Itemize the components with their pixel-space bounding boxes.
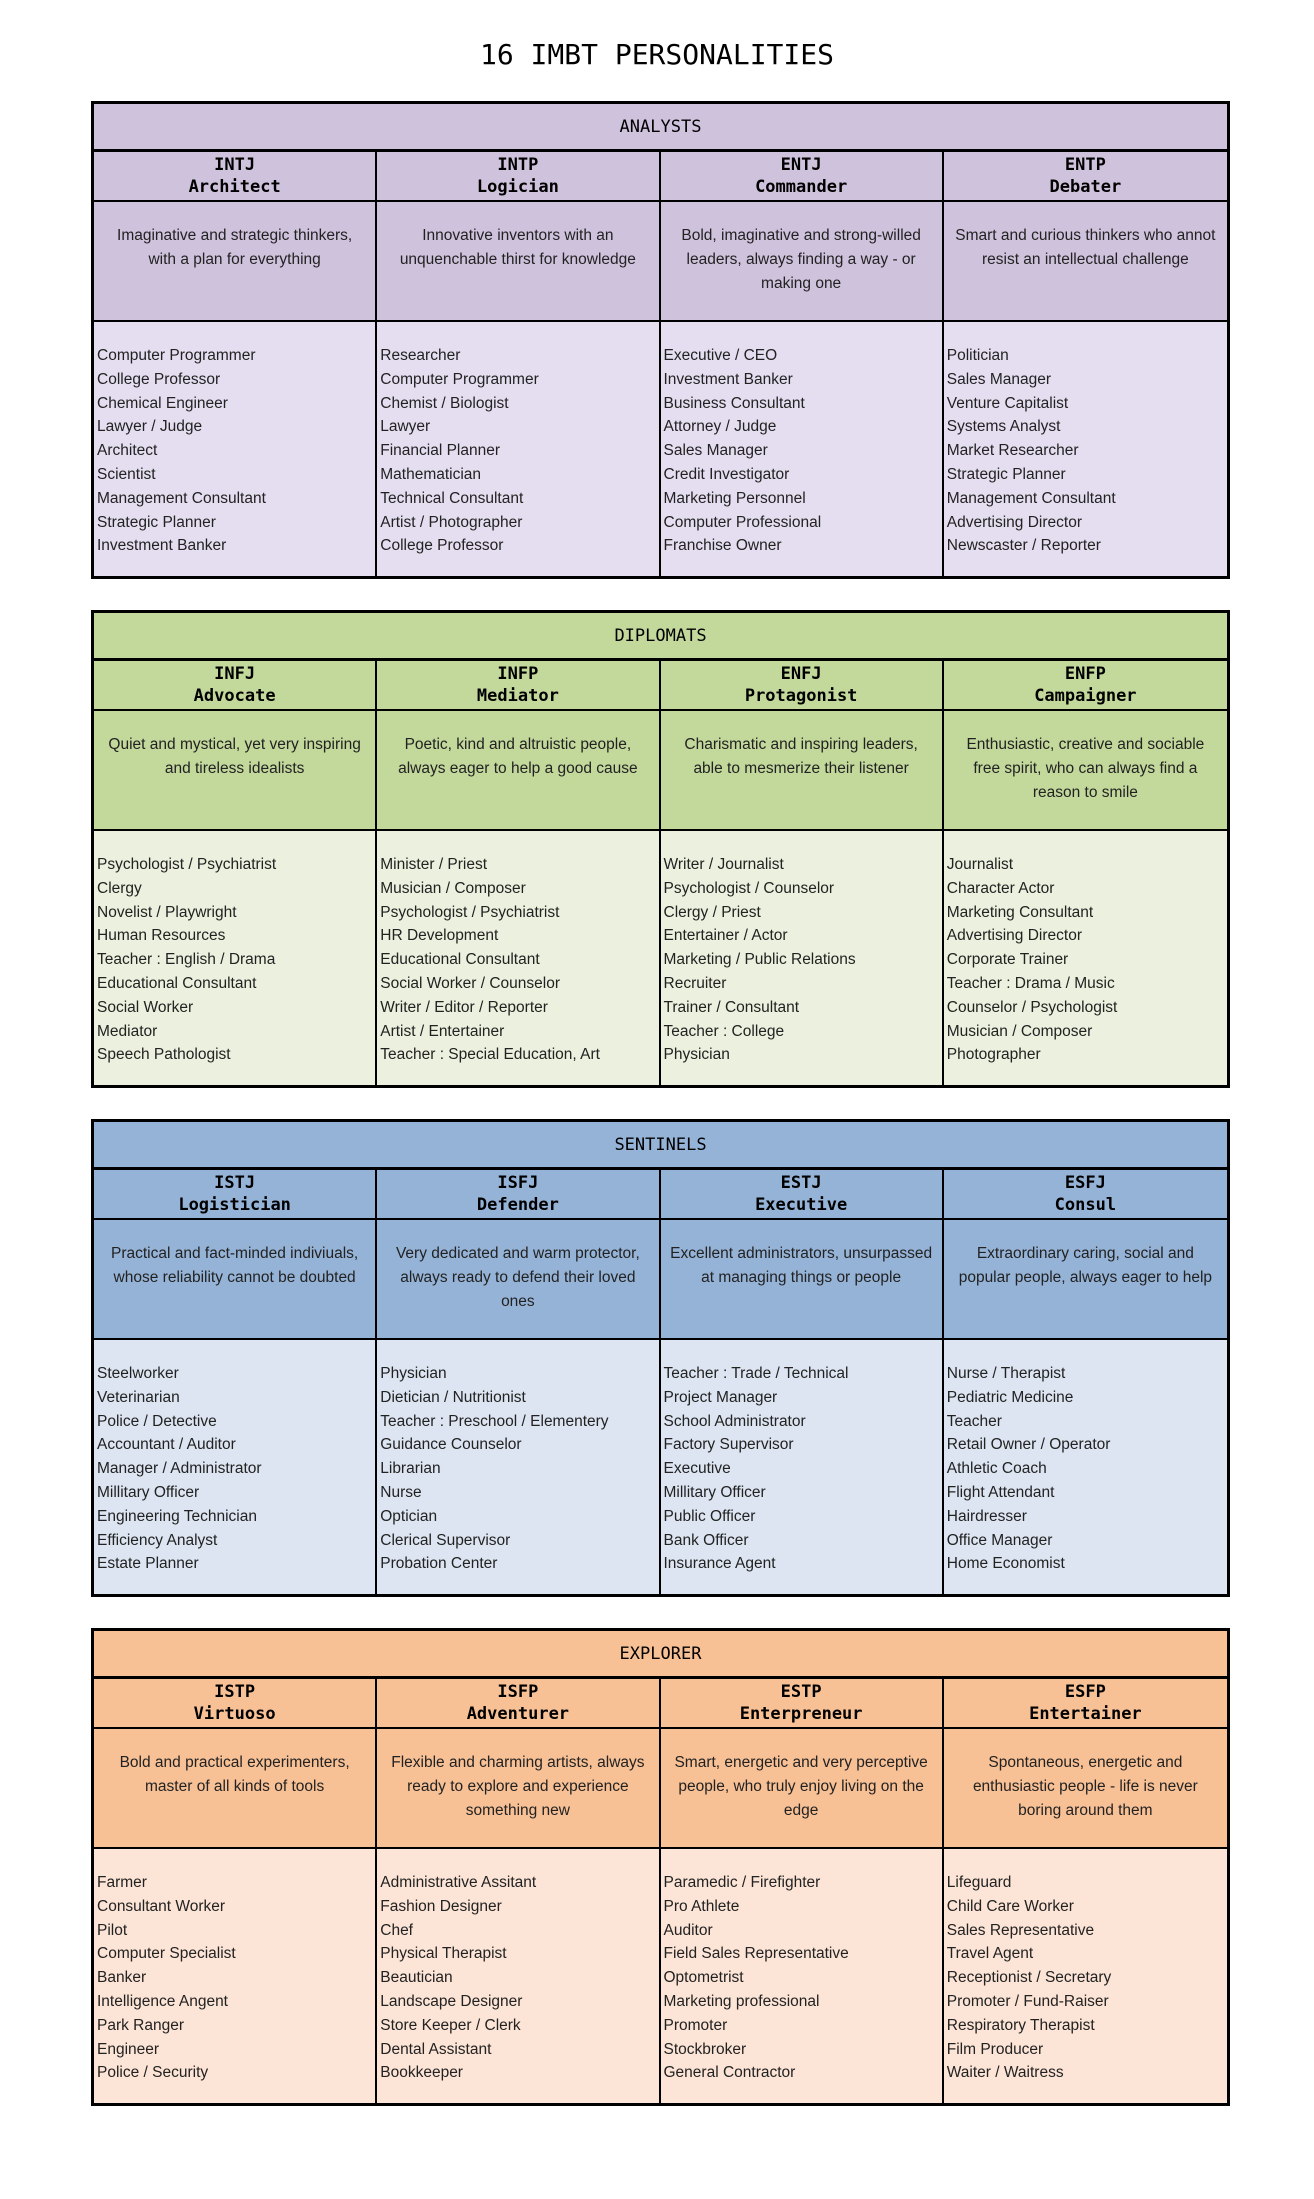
career-item: Veterinarian bbox=[97, 1388, 180, 1406]
career-item: Computer Programmer bbox=[97, 347, 256, 364]
type-header bbox=[661, 661, 942, 711]
career-item: Teacher : Drama / Music bbox=[946, 974, 1115, 992]
group-header: SENTINELS bbox=[94, 1122, 1227, 1170]
career-item: Investment Banker bbox=[663, 370, 793, 388]
page-title: 16 IMBT PERSONALITIES bbox=[479, 38, 834, 71]
career-list bbox=[377, 1340, 658, 1594]
career-item: Dietician / Nutritionist bbox=[380, 1388, 526, 1406]
type-header bbox=[94, 661, 375, 711]
career-item: College Professor bbox=[380, 537, 504, 555]
type-column-isfj bbox=[377, 1170, 660, 1594]
career-item: Mediator bbox=[97, 1022, 158, 1040]
career-item: Trainer / Consultant bbox=[663, 998, 800, 1016]
career-item: Attorney / Judge bbox=[663, 418, 777, 436]
type-header bbox=[94, 1679, 375, 1729]
career-item: Newscaster / Reporter bbox=[946, 537, 1101, 555]
career-item: Educational Consultant bbox=[380, 951, 540, 969]
career-item: Librarian bbox=[380, 1460, 441, 1478]
career-list bbox=[94, 831, 375, 1085]
career-item: Accountant / Auditor bbox=[97, 1436, 236, 1454]
career-item: Factory Supervisor bbox=[663, 1436, 794, 1454]
career-item: College Professor bbox=[97, 370, 221, 388]
career-item: Nurse bbox=[380, 1483, 422, 1501]
type-header bbox=[377, 661, 658, 711]
career-item: Human Resources bbox=[97, 927, 226, 945]
career-item: Auditor bbox=[663, 1921, 713, 1939]
type-code: INTJ bbox=[214, 155, 256, 175]
career-item: Banker bbox=[97, 1969, 147, 1987]
type-header bbox=[94, 152, 375, 202]
career-item: Marketing / Public Relations bbox=[663, 951, 856, 969]
career-item: Psychologist / Counselor bbox=[663, 879, 835, 897]
type-name: Mediator bbox=[476, 686, 559, 706]
career-item: Teacher : Special Education, Art bbox=[380, 1046, 600, 1064]
career-item: Office Manager bbox=[946, 1531, 1053, 1549]
career-item: Marketing Consultant bbox=[946, 903, 1094, 921]
career-item: Farmer bbox=[97, 1874, 147, 1891]
career-item: Efficiency Analyst bbox=[97, 1531, 218, 1549]
type-name: Debater bbox=[1049, 177, 1122, 197]
career-item: Engineer bbox=[97, 2040, 160, 2058]
career-list bbox=[944, 1849, 1227, 2103]
career-item: Paramedic / Firefighter bbox=[663, 1874, 821, 1891]
type-description: Smart, energetic and very perceptive people, who truly enjoy living on the edge bbox=[661, 1729, 942, 1849]
type-name: Entertainer bbox=[1029, 1704, 1142, 1724]
career-list bbox=[377, 322, 658, 576]
career-item: Technical Consultant bbox=[380, 489, 524, 507]
career-item: Teacher : Trade / Technical bbox=[663, 1365, 849, 1382]
career-list bbox=[661, 831, 942, 1085]
career-item: Market Researcher bbox=[946, 442, 1079, 460]
career-item: Intelligence Angent bbox=[97, 1992, 228, 2010]
group-analysts bbox=[91, 101, 1230, 579]
career-item: Lifeguard bbox=[946, 1874, 1012, 1891]
career-item: Computer Programmer bbox=[380, 370, 539, 388]
type-name: Consul bbox=[1054, 1195, 1117, 1215]
type-name: Architect bbox=[188, 177, 281, 197]
career-item: Dental Assistant bbox=[380, 2040, 492, 2058]
career-item: Clerical Supervisor bbox=[380, 1531, 511, 1549]
type-description: Charismatic and inspiring leaders, able to mesmerize their listener bbox=[661, 711, 942, 831]
career-item: Musician / Composer bbox=[380, 879, 526, 897]
career-item: Manager / Administrator bbox=[97, 1460, 262, 1478]
type-name: Enterpreneur bbox=[739, 1704, 863, 1724]
type-name: Commander bbox=[755, 177, 848, 197]
career-list bbox=[94, 322, 375, 576]
career-item: Strategic Planner bbox=[97, 513, 216, 531]
type-column-entj bbox=[661, 152, 944, 576]
career-item: Bank Officer bbox=[663, 1531, 749, 1549]
career-item: Store Keeper / Clerk bbox=[380, 2016, 521, 2034]
type-description: Practical and fact-minded indiviuals, whose reliability cannot be doubted bbox=[94, 1220, 375, 1340]
career-item: Physical Therapist bbox=[380, 1945, 507, 1963]
career-item: Management Consultant bbox=[946, 489, 1116, 507]
career-list bbox=[661, 322, 942, 576]
type-header bbox=[94, 1170, 375, 1220]
type-header bbox=[377, 152, 658, 202]
group-header: DIPLOMATS bbox=[94, 613, 1227, 661]
career-item: Lawyer bbox=[380, 418, 431, 436]
career-item: Consultant Worker bbox=[97, 1897, 226, 1915]
type-code: ESFJ bbox=[1064, 1173, 1106, 1193]
type-header bbox=[661, 152, 942, 202]
type-column-enfp bbox=[944, 661, 1227, 1085]
type-column-intp bbox=[377, 152, 660, 576]
group-sentinels bbox=[91, 1119, 1230, 1597]
type-header bbox=[944, 1679, 1227, 1729]
career-item: Clergy / Priest bbox=[663, 903, 761, 921]
type-code: ISFJ bbox=[497, 1173, 539, 1193]
type-header bbox=[377, 1170, 658, 1220]
type-column-istj bbox=[94, 1170, 377, 1594]
career-item: Counselor / Psychologist bbox=[946, 998, 1118, 1016]
career-item: Speech Pathologist bbox=[97, 1046, 231, 1064]
career-item: Park Ranger bbox=[97, 2016, 185, 2034]
career-list bbox=[661, 1340, 942, 1594]
career-item: Advertising Director bbox=[946, 927, 1082, 945]
type-name: Defender bbox=[476, 1195, 559, 1215]
career-item: Psychologist / Psychiatrist bbox=[380, 903, 560, 921]
career-list bbox=[94, 1849, 375, 2103]
type-column-intj bbox=[94, 152, 377, 576]
career-item: Steelworker bbox=[97, 1365, 179, 1382]
career-item: Probation Center bbox=[380, 1555, 498, 1573]
career-item: Sales Representative bbox=[946, 1921, 1095, 1939]
career-item: Police / Detective bbox=[97, 1412, 217, 1430]
type-column-isfp bbox=[377, 1679, 660, 2103]
career-item: Stockbroker bbox=[663, 2040, 747, 2058]
career-item: Novelist / Playwright bbox=[97, 903, 237, 921]
type-code: ESTJ bbox=[780, 1173, 822, 1193]
career-item: Management Consultant bbox=[97, 489, 266, 507]
career-item: Fashion Designer bbox=[380, 1897, 502, 1915]
type-description: Poetic, kind and altruistic people, always eager to help a good cause bbox=[377, 711, 658, 831]
career-item: Athletic Coach bbox=[946, 1460, 1047, 1478]
career-item: Retail Owner / Operator bbox=[946, 1436, 1111, 1454]
career-item: Strategic Planner bbox=[946, 465, 1066, 483]
type-column-estj bbox=[661, 1170, 944, 1594]
career-item: Educational Consultant bbox=[97, 974, 257, 992]
career-item: Journalist bbox=[946, 856, 1014, 873]
career-item: Executive / CEO bbox=[663, 347, 778, 364]
career-item: Executive bbox=[663, 1460, 731, 1478]
career-item: Beautician bbox=[380, 1969, 453, 1987]
career-item: Researcher bbox=[380, 347, 461, 364]
career-item: Business Consultant bbox=[663, 394, 805, 412]
type-column-esfj bbox=[944, 1170, 1227, 1594]
type-code: ESTP bbox=[780, 1682, 822, 1702]
group-diplomats bbox=[91, 610, 1230, 1088]
career-item: Photographer bbox=[946, 1046, 1041, 1064]
type-header bbox=[944, 1170, 1227, 1220]
career-item: Insurance Agent bbox=[663, 1555, 776, 1573]
career-item: Artist / Entertainer bbox=[380, 1022, 505, 1040]
career-item: Chemical Engineer bbox=[97, 394, 228, 412]
career-item: Lawyer / Judge bbox=[97, 418, 203, 436]
career-list bbox=[377, 1849, 658, 2103]
career-item: Architect bbox=[97, 442, 158, 460]
career-item: Guidance Counselor bbox=[380, 1436, 522, 1454]
career-item: Corporate Trainer bbox=[946, 951, 1069, 969]
career-list bbox=[944, 1340, 1227, 1594]
type-code: ENFP bbox=[1064, 664, 1106, 684]
type-description: Bold, imaginative and strong-willed leaders, always finding a way - or making one bbox=[661, 202, 942, 322]
career-item: Bookkeeper bbox=[380, 2064, 463, 2082]
career-item: Entertainer / Actor bbox=[663, 927, 788, 945]
career-item: Sales Manager bbox=[946, 370, 1052, 388]
career-item: Minister / Priest bbox=[380, 856, 488, 873]
type-description: Quiet and mystical, yet very inspiring and tireless idealists bbox=[94, 711, 375, 831]
career-item: Nurse / Therapist bbox=[946, 1365, 1066, 1382]
career-list bbox=[661, 1849, 942, 2103]
career-item: Physician bbox=[380, 1365, 447, 1382]
career-item: Scientist bbox=[97, 465, 156, 483]
type-column-enfj bbox=[661, 661, 944, 1085]
type-name: Campaigner bbox=[1034, 686, 1137, 706]
type-name: Logician bbox=[476, 177, 559, 197]
career-item: Optician bbox=[380, 1507, 438, 1525]
career-item: Venture Capitalist bbox=[946, 394, 1069, 412]
type-code: INFP bbox=[497, 664, 539, 684]
career-item: Respiratory Therapist bbox=[946, 2016, 1095, 2034]
type-code: ENTP bbox=[1064, 155, 1106, 175]
career-item: Teacher : Preschool / Elementery bbox=[380, 1412, 609, 1430]
type-code: ESFP bbox=[1064, 1682, 1106, 1702]
type-code: ENFJ bbox=[780, 664, 822, 684]
type-code: INTP bbox=[497, 155, 539, 175]
type-name: Protagonist bbox=[744, 686, 858, 706]
career-item: Engineering Technician bbox=[97, 1507, 257, 1525]
career-item: Clergy bbox=[97, 879, 142, 897]
type-description: Extraordinary caring, social and popular people, always eager to help bbox=[944, 1220, 1227, 1340]
career-item: Marketing professional bbox=[663, 1992, 820, 2010]
career-item: Social Worker / Counselor bbox=[380, 974, 561, 992]
type-column-infj bbox=[94, 661, 377, 1085]
type-description: Spontaneous, energetic and enthusiastic people - life is never boring around them bbox=[944, 1729, 1227, 1849]
career-item: Physician bbox=[663, 1046, 730, 1064]
type-column-esfp bbox=[944, 1679, 1227, 2103]
type-description: Excellent administrators, unsurpassed at managing things or people bbox=[661, 1220, 942, 1340]
career-item: Systems Analyst bbox=[946, 418, 1061, 436]
career-item: Chemist / Biologist bbox=[380, 394, 509, 412]
career-item: Promoter bbox=[663, 2016, 728, 2034]
type-description: Imaginative and strategic thinkers, with a plan for everything bbox=[94, 202, 375, 322]
type-description: Bold and practical experimenters, master of all kinds of tools bbox=[94, 1729, 375, 1849]
type-description: Flexible and charming artists, always ready to explore and experience something new bbox=[377, 1729, 658, 1849]
career-list bbox=[944, 322, 1227, 576]
type-columns bbox=[94, 1679, 1227, 2103]
type-name: Advocate bbox=[193, 686, 276, 706]
career-item: Child Care Worker bbox=[946, 1897, 1074, 1915]
career-item: Politician bbox=[946, 347, 1009, 364]
career-item: HR Development bbox=[380, 927, 499, 945]
career-item: Travel Agent bbox=[946, 1945, 1034, 1963]
career-item: Promoter / Fund-Raiser bbox=[946, 1992, 1109, 2010]
type-name: Logistician bbox=[178, 1195, 291, 1215]
type-name: Executive bbox=[755, 1195, 848, 1215]
career-item: Administrative Assitant bbox=[380, 1874, 537, 1891]
career-item: Marketing Personnel bbox=[663, 489, 806, 507]
type-column-estp bbox=[661, 1679, 944, 2103]
career-item: Credit Investigator bbox=[663, 465, 790, 483]
career-item: Advertising Director bbox=[946, 513, 1082, 531]
career-item: General Contractor bbox=[663, 2064, 796, 2082]
type-description: Innovative inventors with an unquenchable thirst for knowledge bbox=[377, 202, 658, 322]
career-item: Waiter / Waitress bbox=[946, 2064, 1064, 2082]
group-explorer bbox=[91, 1628, 1230, 2106]
career-item: Social Worker bbox=[97, 998, 194, 1016]
type-code: ISFP bbox=[497, 1682, 539, 1702]
career-item: Teacher : English / Drama bbox=[97, 951, 276, 969]
career-list bbox=[94, 1340, 375, 1594]
career-item: Pro Athlete bbox=[663, 1897, 740, 1915]
type-code: ENTJ bbox=[780, 155, 822, 175]
career-item: Landscape Designer bbox=[380, 1992, 523, 2010]
career-item: Millitary Officer bbox=[97, 1483, 200, 1501]
career-item: Mathematician bbox=[380, 465, 482, 483]
career-item: Home Economist bbox=[946, 1555, 1065, 1573]
career-item: Flight Attendant bbox=[946, 1483, 1055, 1501]
type-description: Enthusiastic, creative and sociable free spirit, who can always find a reason to smile bbox=[944, 711, 1227, 831]
type-header bbox=[377, 1679, 658, 1729]
career-item: Field Sales Representative bbox=[663, 1945, 849, 1963]
type-columns bbox=[94, 1170, 1227, 1594]
group-header: EXPLORER bbox=[94, 1631, 1227, 1679]
career-item: Teacher bbox=[946, 1412, 1002, 1430]
career-item: Optometrist bbox=[663, 1969, 744, 1987]
type-column-entp bbox=[944, 152, 1227, 576]
career-item: Computer Professional bbox=[663, 513, 822, 531]
career-item: Writer / Journalist bbox=[663, 856, 784, 873]
career-item: Financial Planner bbox=[380, 442, 501, 460]
type-column-istp bbox=[94, 1679, 377, 2103]
career-item: Writer / Editor / Reporter bbox=[380, 998, 548, 1016]
type-column-infp bbox=[377, 661, 660, 1085]
career-item: Chef bbox=[380, 1921, 413, 1939]
career-item: Psychologist / Psychiatrist bbox=[97, 856, 277, 873]
career-item: Film Producer bbox=[946, 2040, 1044, 2058]
type-columns bbox=[94, 152, 1227, 576]
type-code: INFJ bbox=[214, 664, 256, 684]
type-code: ISTJ bbox=[214, 1173, 256, 1193]
career-item: Recruiter bbox=[663, 974, 727, 992]
career-item: Police / Security bbox=[97, 2064, 209, 2082]
career-list bbox=[944, 831, 1227, 1085]
career-item: Character Actor bbox=[946, 879, 1055, 897]
career-item: Franchise Owner bbox=[663, 537, 782, 555]
career-item: School Administrator bbox=[663, 1412, 806, 1430]
group-header: ANALYSTS bbox=[94, 104, 1227, 152]
career-item: Public Officer bbox=[663, 1507, 756, 1525]
type-columns bbox=[94, 661, 1227, 1085]
type-header bbox=[661, 1679, 942, 1729]
type-description: Smart and curious thinkers who annot resist an intellectual challenge bbox=[944, 202, 1227, 322]
career-item: Millitary Officer bbox=[663, 1483, 766, 1501]
type-header bbox=[661, 1170, 942, 1220]
career-item: Project Manager bbox=[663, 1388, 778, 1406]
career-item: Pilot bbox=[97, 1921, 128, 1939]
type-name: Virtuoso bbox=[193, 1704, 276, 1724]
type-name: Adventurer bbox=[466, 1704, 570, 1724]
career-item: Investment Banker bbox=[97, 537, 227, 555]
career-list bbox=[377, 831, 658, 1085]
career-item: Artist / Photographer bbox=[380, 513, 523, 531]
career-item: Teacher : College bbox=[663, 1022, 785, 1040]
career-item: Pediatric Medicine bbox=[946, 1388, 1074, 1406]
career-item: Estate Planner bbox=[97, 1555, 199, 1573]
type-header bbox=[944, 152, 1227, 202]
career-item: Hairdresser bbox=[946, 1507, 1027, 1525]
type-code: ISTP bbox=[214, 1682, 256, 1702]
career-item: Receptionist / Secretary bbox=[946, 1969, 1112, 1987]
career-item: Computer Specialist bbox=[97, 1945, 236, 1963]
career-item: Sales Manager bbox=[663, 442, 768, 460]
type-header bbox=[944, 661, 1227, 711]
type-description: Very dedicated and warm protector, always ready to defend their loved ones bbox=[377, 1220, 658, 1340]
career-item: Musician / Composer bbox=[946, 1022, 1093, 1040]
